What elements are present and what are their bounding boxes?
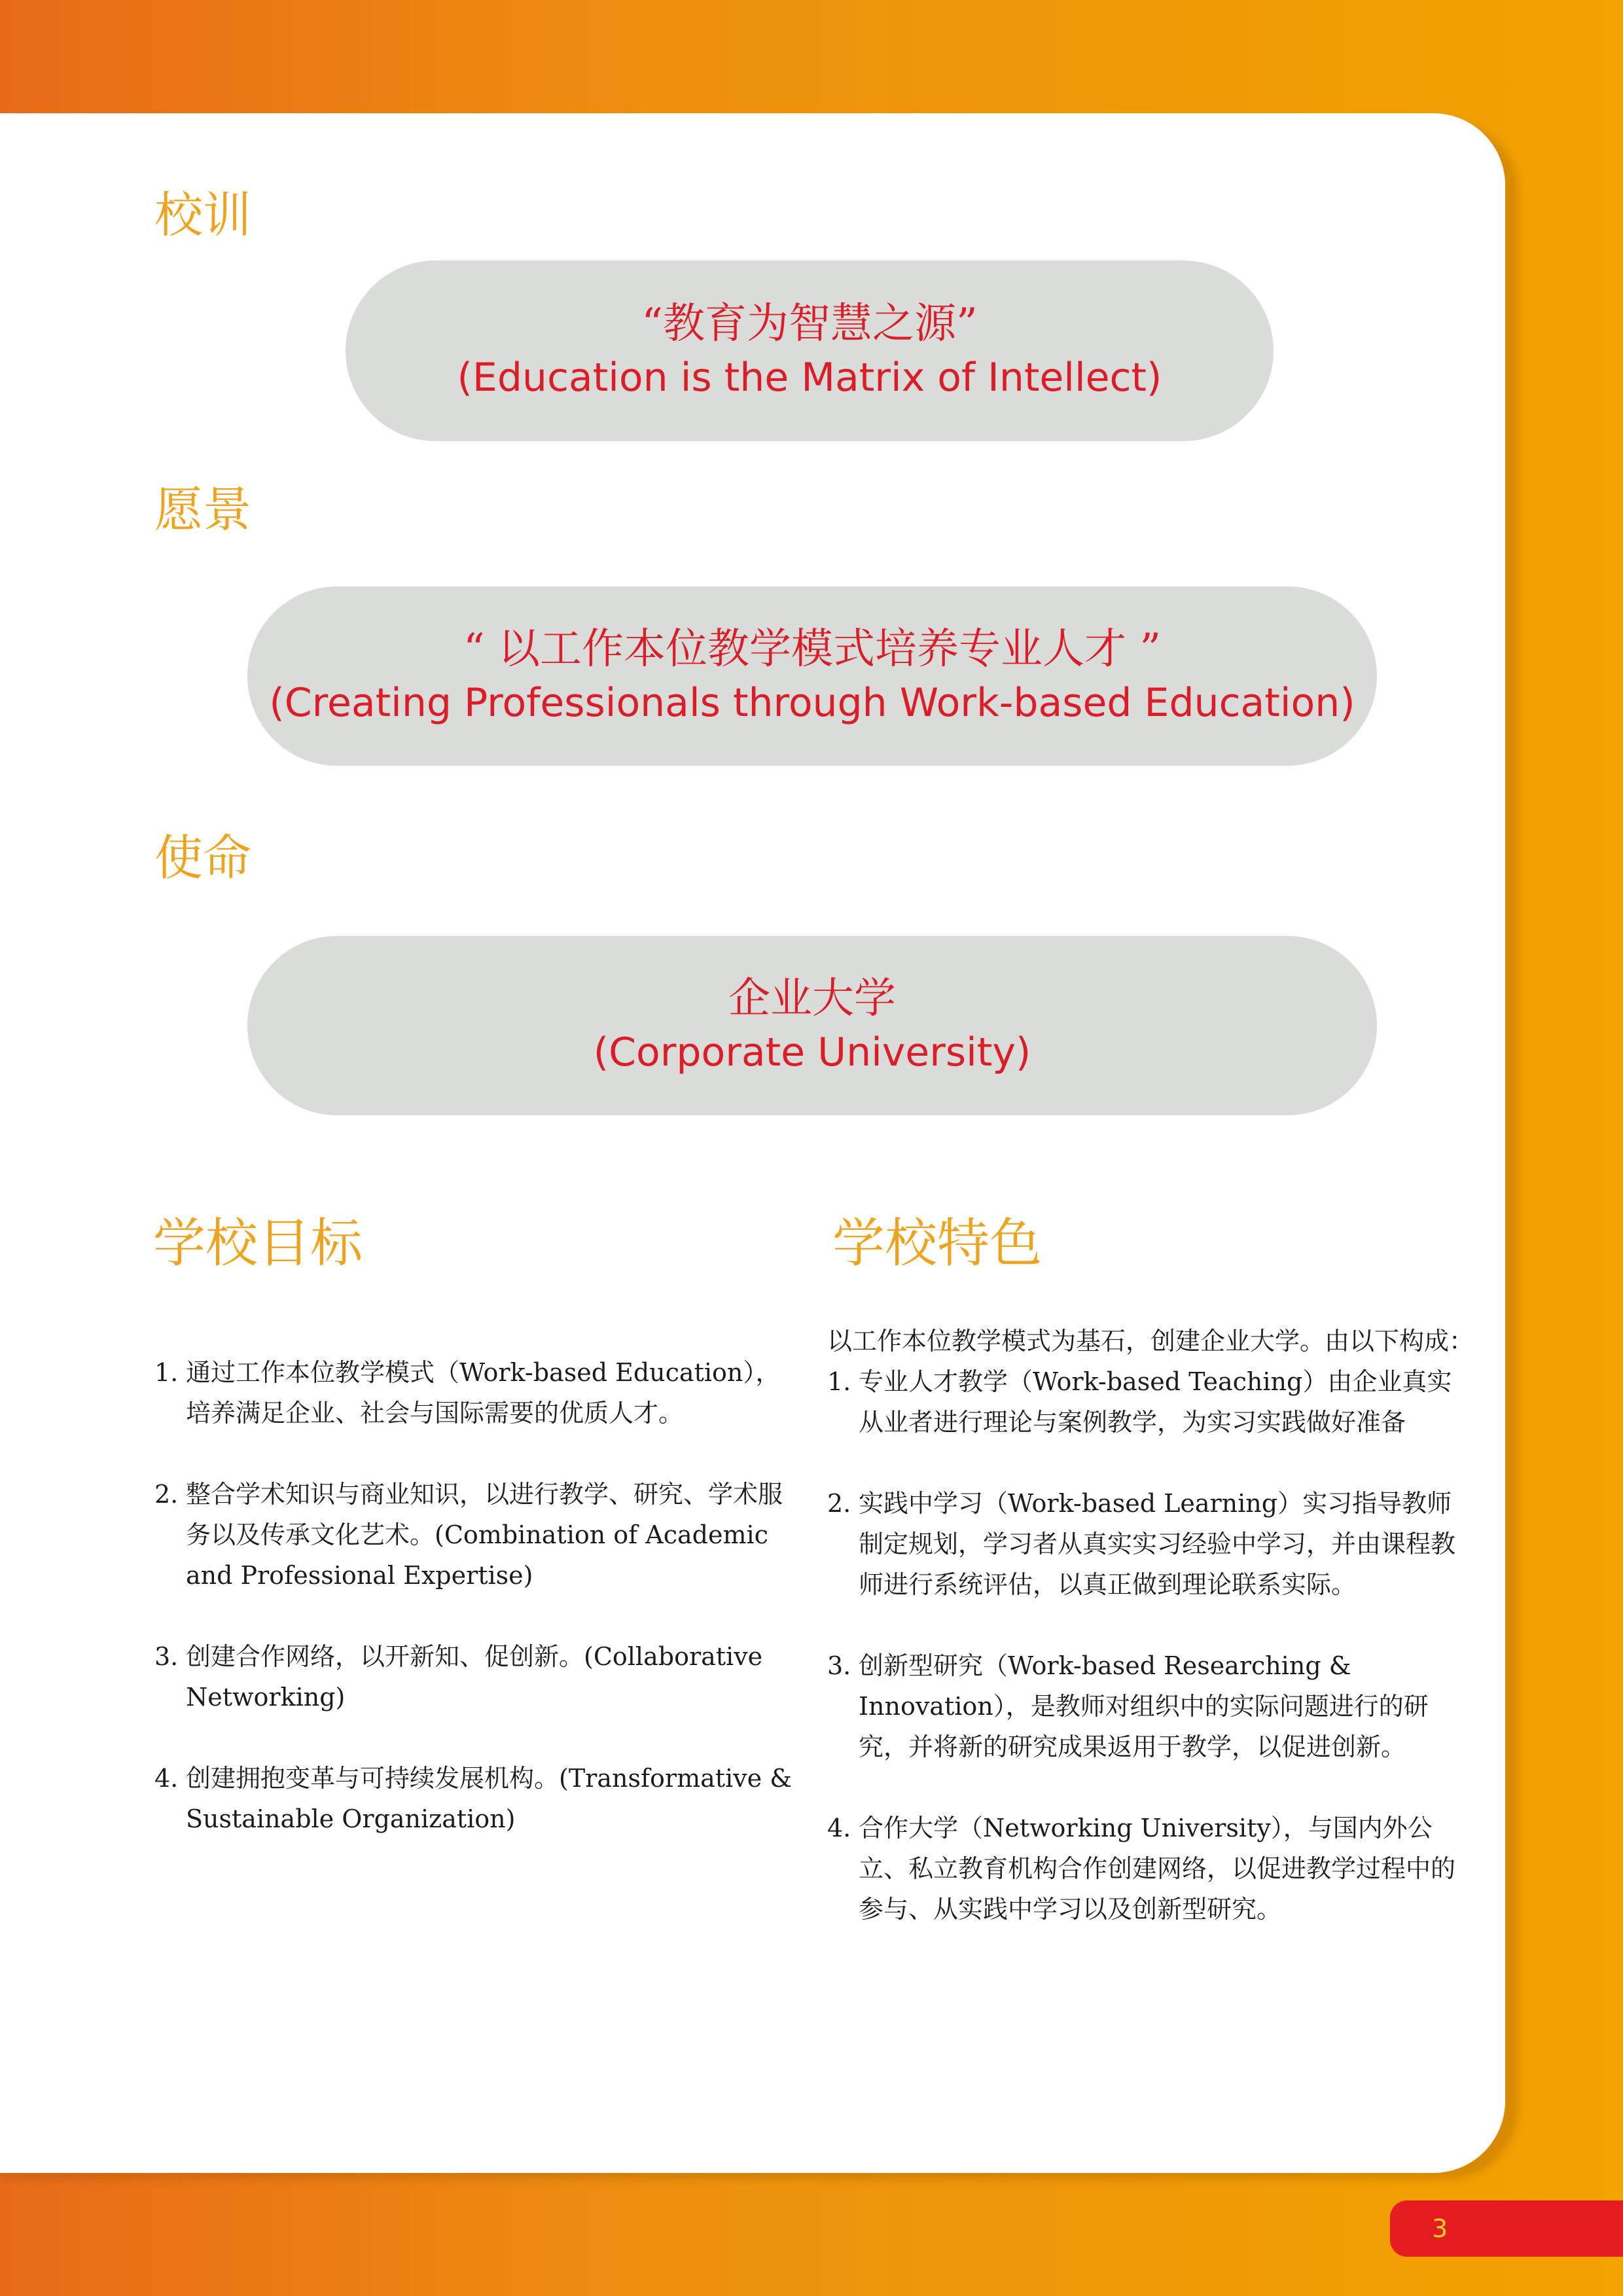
feature-text: 专业人才教学（Work-based Teaching）由企业真实从业者进行理论与案例教学，为实习实践做好准备 [859, 1367, 1452, 1437]
motto-heading: 校训 [154, 187, 251, 243]
mission-english: (Corporate University) [593, 1030, 1031, 1076]
motto-english: (Education is the Matrix of Intellect) [457, 355, 1162, 401]
feature-number: 3. [827, 1651, 851, 1680]
motto-chinese: “教育为智慧之源” [641, 299, 978, 348]
goal-item [154, 1758, 802, 1839]
goal-text: 创建合作网络，以开新知、促创新。(Collaborative Networking) [186, 1642, 763, 1712]
feature-number: 2. [827, 1489, 851, 1518]
mission-pill [247, 936, 1377, 1115]
feature-text: 创新型研究（Work-based Researching & Innovation），是教师对组织中的实际问题进行的研究，并将新的研究成果返用于教学，以促进创新。 [859, 1651, 1429, 1761]
motto-pill [346, 260, 1274, 441]
feature-item [827, 1645, 1475, 1767]
mission-heading: 使命 [154, 830, 251, 886]
vision-heading: 愿景 [154, 482, 251, 538]
page-number: 3 [1432, 2214, 1448, 2243]
feature-text: 合作大学（Networking University），与国内外公立、私立教育机构合作创建网络，以促进教学过程中的参与、从实践中学习以及创新型研究。 [859, 1814, 1456, 1924]
goal-number: 3. [154, 1642, 179, 1671]
goal-item [154, 1636, 802, 1717]
goal-number: 4. [154, 1764, 179, 1793]
goal-item [154, 1352, 802, 1433]
goal-text: 创建拥抱变革与可持续发展机构。(Transformative & Sustainable Organization) [186, 1764, 793, 1833]
goal-item [154, 1474, 802, 1596]
goals-heading: 学校目标 [153, 1213, 363, 1274]
goal-number: 1. [154, 1358, 179, 1387]
vision-chinese: “ 以工作本位教学模式培养专业人才 ” [463, 624, 1162, 673]
feature-number: 4. [827, 1814, 851, 1842]
goals-list [154, 1352, 802, 1839]
page-number-badge [1390, 2200, 1623, 2257]
goal-text: 整合学术知识与商业知识，以进行教学、研究、学术服务以及传承文化艺术。(Combination of Academic and Professional Expertise) [186, 1480, 783, 1590]
feature-item [827, 1808, 1475, 1929]
feature-text: 实践中学习（Work-based Learning）实习指导教师制定规划，学习者从真实实习经验中学习，并由课程教师进行系统评估，以真正做到理论联系实际。 [859, 1489, 1456, 1599]
feature-number: 1. [827, 1367, 851, 1396]
mission-chinese: 企业大学 [728, 974, 896, 1023]
goal-number: 2. [154, 1480, 179, 1509]
vision-english: (Creating Professionals through Work-based Education) [269, 680, 1355, 726]
vision-pill [247, 586, 1377, 766]
features-heading: 学校特色 [832, 1213, 1042, 1274]
features-intro: 以工作本位教学模式为基石，创建企业大学。由以下构成： [827, 1327, 1474, 1355]
feature-item [827, 1361, 1475, 1443]
features-list [827, 1321, 1475, 1929]
feature-item [827, 1483, 1475, 1605]
goal-text: 通过工作本位教学模式（Work-based Education），培养满足企业、社会与国际需要的优质人才。 [186, 1358, 781, 1427]
